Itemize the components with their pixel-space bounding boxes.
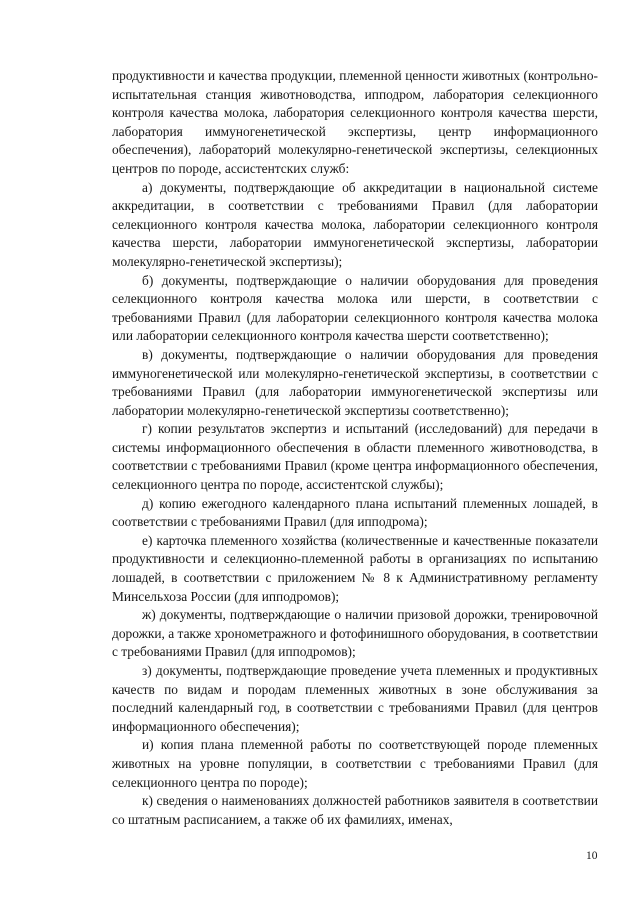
- paragraph-item-g: г) копии результатов экспертиз и испытаний (исследований) для передачи в системы информационного обеспечения в области племенного животноводства, в соответствии с требованиями Правил (кроме центра информационного обеспечения, селекционного центра по породе, ассистентской службы);: [112, 421, 598, 493]
- paragraph-item-i: и) копия плана племенной работы по соответствующей породе племенных животных на уровне популяции, в соответствии с требованиями Правил (для селекционного центра по породе);: [112, 737, 598, 790]
- paragraph-item-z: з) документы, подтверждающие проведение учета племенных и продуктивных качеств по видам и породам племенных животных в зоне обслуживания за последний календарный год, в соответствии с требованиями Правил (для центров информационного обеспечения);: [112, 663, 598, 734]
- document-body: [112, 67, 598, 829]
- paragraph-item-k: к) сведения о наименованиях должностей работников заявителя в соответствии со штатным расписанием, а также об их фамилиях, именах,: [112, 793, 598, 827]
- paragraph-item-zh: ж) документы, подтверждающие о наличии призовой дорожки, тренировочной дорожки, а также хронометражного и фотофинишного оборудования, в соответствии с требованиями Правил (для ипподромов);: [112, 607, 598, 660]
- paragraph-intro-continuation: продуктивности и качества продукции, племенной ценности животных (контрольно-испытательная станция животноводства, ипподром, лаборатория селекционного контроля качества молока, лаборатория селекционного контроля качества шерсти, лаборатория иммуногенетической экспертизы, центр информационного обеспечения), лабораторий молекулярно-генетической экспертизы, селекционных центров по породе, ассистентских служб:: [112, 68, 598, 176]
- page-number: 10: [586, 850, 598, 862]
- paragraph-item-v: в) документы, подтверждающие о наличии оборудования для проведения иммуногенетической или молекулярно-генетической экспертизы, в соответствии с требованиями Правил (для лаборатории иммуногенетической экспертизы или лаборатории молекулярно-генетической экспертизы соответственно);: [112, 346, 598, 418]
- paragraph-item-a: а) документы, подтверждающие об аккредитации в национальной системе аккредитации, в соответствии с требованиями Правил (для лаборатории селекционного контроля качества молока, лаборатории селекционного контроля качества шерсти, лаборатории иммуногенетической экспертизы, лаборатории молекулярно-генетической экспертизы);: [112, 179, 598, 269]
- paragraph-item-b: б) документы, подтверждающие о наличии оборудования для проведения селекционного контроля качества молока или шерсти, в соответствии с требованиями Правил (для лаборатории селекционного контроля качества молока или лаборатории селекционного контроля качества шерсти соответственно);: [112, 272, 598, 344]
- paragraph-item-e: е) карточка племенного хозяйства (количественные и качественные показатели продуктивности и селекционно-племенной работы в организациях по испытанию лошадей, в соответствии с приложением № 8 к Административному регламенту Минсельхоза России (для ипподромов);: [112, 532, 598, 604]
- paragraph-item-d: д) копию ежегодного календарного плана испытаний племенных лошадей, в соответствии с требованиями Правил (для ипподрома);: [112, 495, 598, 530]
